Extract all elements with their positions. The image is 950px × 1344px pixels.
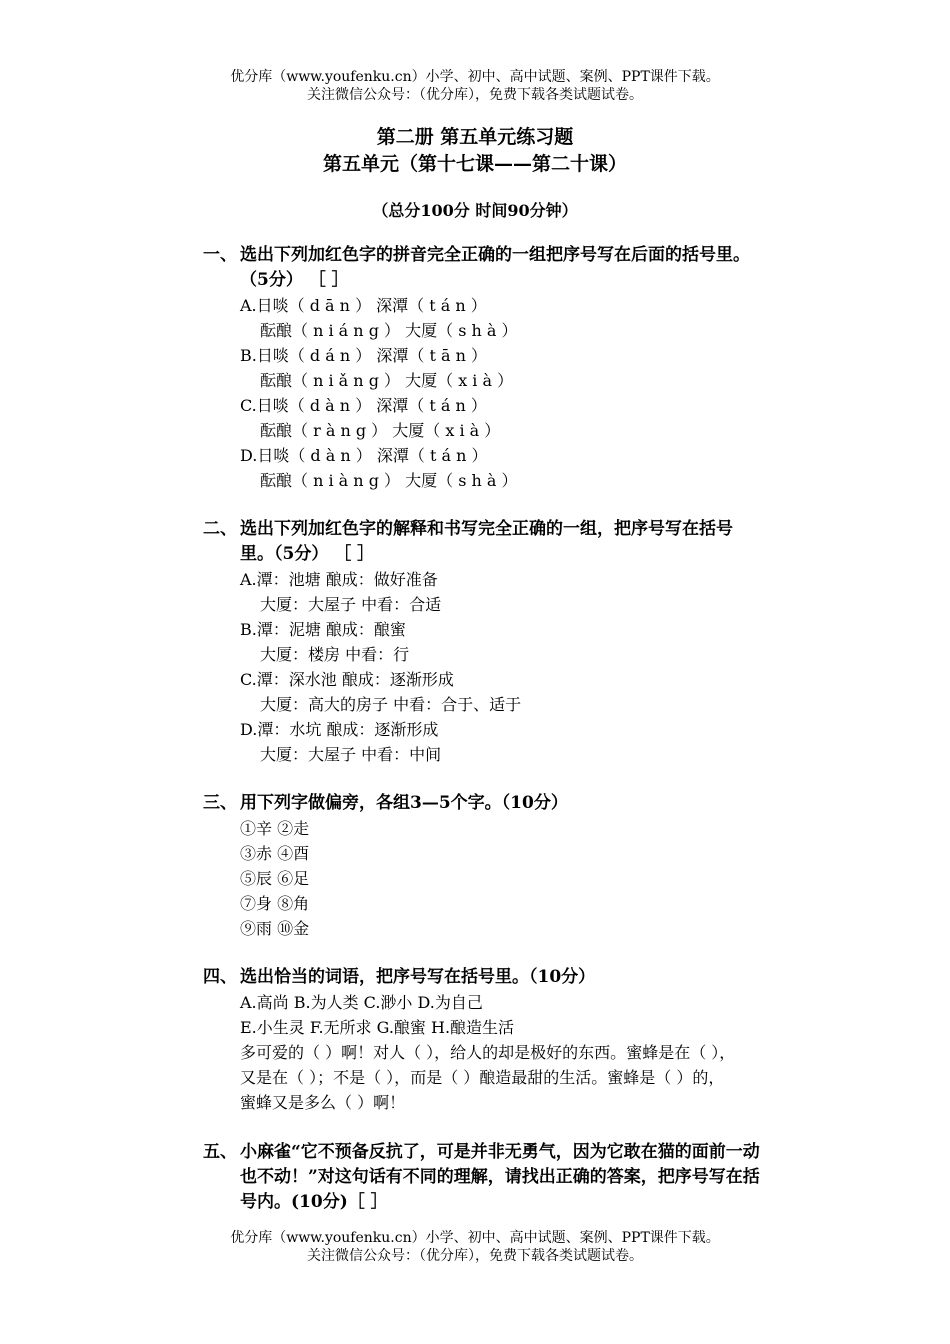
question-3	[203, 791, 763, 941]
option-line: 大厦：高大的房子 中看：合于、适于	[260, 695, 522, 714]
sentence: 蜜蜂又是多么（ ）啊！	[240, 1093, 406, 1112]
question-2	[203, 517, 763, 767]
sentence: 不是（ ），	[333, 1068, 411, 1087]
option-line: C.日啖（ d à n ） 深潭（ t á n ）	[240, 396, 487, 415]
option-line: 酝酿（ n i á n g ） 大厦（ s h à ）	[260, 321, 518, 340]
option-line: A.日啖（ d ā n ） 深潭（ t á n ）	[240, 296, 487, 315]
radical-pair: ⑨雨 ⑩金	[240, 919, 310, 938]
question-text: 选出下列加红色字的解释和书写完全正确的一组，把序号写在括号里。（5分） ［ ］	[240, 519, 733, 564]
radical-pair: ⑦身 ⑧角	[240, 894, 310, 913]
question-text: 小麻雀“它不预备反抗了，可是并非无勇气，因为它敢在猫的面前一动也不动！”对这句话有不同的理解，请找出正确的答案，把序号写在括号内。(10分)［ ］	[240, 1142, 760, 1212]
sentence: 而是（ ）酿造最甜的生活。	[410, 1068, 608, 1087]
question-number: 四、	[203, 967, 237, 987]
question-5-heading	[203, 1140, 763, 1215]
radical-pair: ①辛 ②走	[240, 819, 310, 838]
option-line: B.日啖（ d á n ） 深潭（ t ā n ）	[240, 346, 487, 365]
sentence: 蜜蜂是（ ）的，	[607, 1068, 725, 1087]
question-text: 选出恰当的词语，把序号写在括号里。（10分）	[240, 967, 596, 987]
option-line: 大厦：大屋子 中看：合适	[260, 595, 442, 614]
page-header	[0, 68, 950, 104]
sentence: 对人（ ），给人的却是极好的东西。	[373, 1043, 627, 1062]
fill-in-paragraph	[203, 1040, 740, 1115]
question-4	[203, 965, 763, 1115]
question-number: 一、	[203, 245, 237, 265]
footer-line-2: 关注微信公众号：（优分库），免费下载各类试题试卷。	[307, 1248, 643, 1264]
option-line: 酝酿（ n i à n g ） 大厦（ s h à ）	[260, 471, 518, 490]
option-line: 酝酿（ n i ǎ n g ） 大厦（ x i à ）	[260, 371, 514, 390]
page-title	[0, 124, 950, 178]
question-number: 三、	[203, 793, 237, 813]
sentence: 又是在（ ）；	[240, 1068, 334, 1087]
radical-pair: ⑤辰 ⑥足	[240, 869, 310, 888]
question-4-heading	[203, 965, 763, 990]
header-line-2: 关注微信公众号：（优分库），免费下载各类试题试卷。	[307, 87, 643, 103]
question-3-heading	[203, 791, 763, 816]
question-2-heading	[203, 517, 763, 567]
total-score-time: （总分100分 时间90分钟）	[372, 201, 578, 220]
title-line-1: 第二册 第五单元练习题	[376, 126, 574, 148]
question-5	[203, 1140, 763, 1215]
option-line: D.潭：水坑 酿成：逐渐形成	[240, 720, 439, 739]
option-line: D.日啖（ d à n ） 深潭（ t á n ）	[240, 446, 488, 465]
word-options: E.小生灵 F.无所求 G.酿蜜 H.酿造生活	[240, 1018, 515, 1037]
option-line: B.潭：泥塘 酿成：酿蜜	[240, 620, 406, 639]
question-number: 五、	[203, 1142, 237, 1162]
header-line-1: 优分库（www.youfenku.cn）小学、初中、高中试题、案例、PPT课件下载。	[230, 69, 720, 85]
sentence: 多可爱的（ ）啊！	[240, 1043, 374, 1062]
footer-line-1: 优分库（www.youfenku.cn）小学、初中、高中试题、案例、PPT课件下载。	[230, 1230, 720, 1246]
option-line: 酝酿（ r à n g ） 大厦（ x i à ）	[260, 421, 501, 440]
page-footer	[0, 1229, 950, 1265]
word-options: A.高尚 B.为人类 C.渺小 D.为自己	[240, 993, 483, 1012]
question-1	[203, 243, 763, 493]
sentence: 蜜蜂是在（ ），	[626, 1043, 736, 1062]
radical-pair: ③赤 ④酉	[240, 844, 310, 863]
option-line: 大厦：楼房 中看：行	[260, 645, 410, 664]
question-1-heading	[203, 243, 763, 293]
option-line: 大厦：大屋子 中看：中间	[260, 745, 442, 764]
option-line: A.潭：池塘 酿成：做好准备	[240, 570, 438, 589]
question-text: 选出下列加红色字的拼音完全正确的一组把序号写在后面的括号里。（5分） ［ ］	[240, 245, 750, 290]
option-line: C.潭：深水池 酿成：逐渐形成	[240, 670, 454, 689]
question-number: 二、	[203, 519, 237, 539]
question-text: 用下列字做偏旁，各组3—5个字。（10分）	[240, 793, 568, 813]
title-line-2: 第五单元（第十七课——第二十课）	[322, 153, 627, 175]
